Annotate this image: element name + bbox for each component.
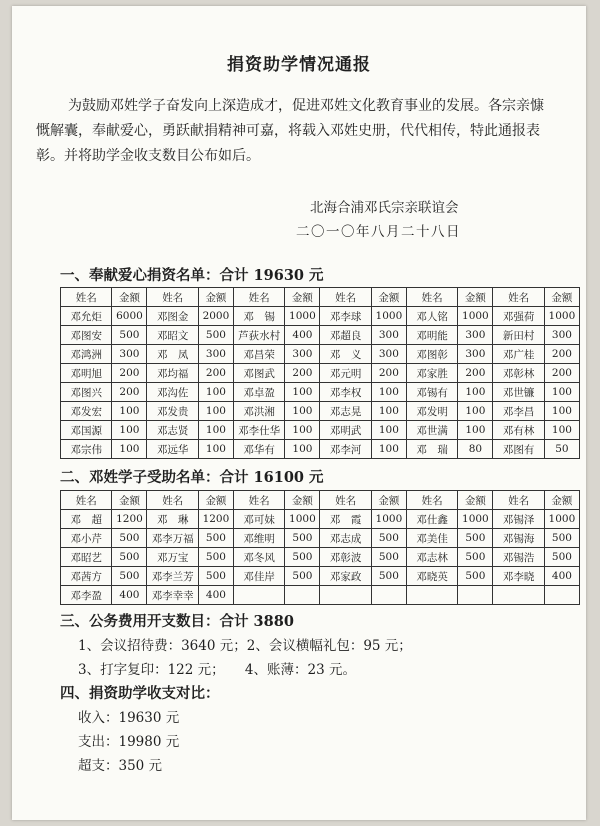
amount-cell: 100 [112,421,147,440]
table-row [61,529,580,548]
header-cell: 金额 [285,288,320,307]
page-title: 捐资助学情况通报 [227,55,371,75]
header-cell: 金额 [198,491,233,510]
header-cell: 金额 [112,491,147,510]
header-cell: 姓名 [233,288,284,307]
amount-cell: 100 [371,402,406,421]
table-row [61,402,580,421]
amount-cell: 300 [371,326,406,345]
name-cell: 邓志成 [320,529,371,548]
amount-cell: 100 [198,383,233,402]
name-cell [406,586,457,605]
name-cell: 邓锡浩 [493,548,544,567]
name-cell: 邓 义 [320,345,371,364]
expense-line-1: 1、会议招待费：3640 元；2、会议横幅礼包：95 元； [78,638,412,654]
section3-title: 三、公务费用开支数目：合计 3880 [60,613,294,630]
name-cell: 邓图金 [147,307,198,326]
amount-cell: 100 [285,383,320,402]
amount-cell: 500 [285,567,320,586]
name-cell: 邓广桂 [493,345,544,364]
amount-cell [458,586,493,605]
income-line: 收入：19630 元 [78,710,180,726]
name-cell: 邓李盈 [61,586,112,605]
amount-cell: 500 [112,567,147,586]
amount-cell: 1000 [371,307,406,326]
name-cell: 邓冬风 [233,548,284,567]
amount-cell: 500 [285,548,320,567]
table-row [61,383,580,402]
table-header-row [61,288,580,307]
notice-paper [12,6,586,820]
name-cell: 邓茜方 [61,567,112,586]
amount-cell: 100 [285,402,320,421]
amount-cell: 300 [285,345,320,364]
name-cell: 邓万宝 [147,548,198,567]
amount-cell: 1000 [285,510,320,529]
name-cell: 邓李昌 [493,402,544,421]
amount-cell: 500 [458,567,493,586]
amount-cell: 80 [458,440,493,459]
amount-cell: 50 [544,440,579,459]
header-cell: 姓名 [493,288,544,307]
name-cell [493,586,544,605]
name-cell: 邓志贤 [147,421,198,440]
name-cell: 邓国源 [61,421,112,440]
name-cell: 邓图兴 [61,383,112,402]
name-cell: 邓发贵 [147,402,198,421]
amount-cell: 2000 [198,307,233,326]
name-cell: 邓锡有 [406,383,457,402]
name-cell: 邓小芹 [61,529,112,548]
amount-cell: 400 [198,586,233,605]
amount-cell: 100 [458,421,493,440]
name-cell: 邓 瑞 [406,440,457,459]
name-cell: 邓图安 [61,326,112,345]
name-cell: 邓李权 [320,383,371,402]
amount-cell: 500 [458,529,493,548]
name-cell: 邓 超 [61,510,112,529]
amount-cell: 1000 [458,307,493,326]
amount-cell: 100 [371,383,406,402]
amount-cell: 300 [458,326,493,345]
name-cell: 邓仕鑫 [406,510,457,529]
amount-cell: 1000 [371,510,406,529]
name-cell: 邓 凤 [147,345,198,364]
amount-cell: 100 [544,383,579,402]
name-cell: 邓晓英 [406,567,457,586]
amount-cell: 300 [458,345,493,364]
header-cell: 金额 [371,288,406,307]
header-cell: 姓名 [406,491,457,510]
name-cell: 邓强荷 [493,307,544,326]
amount-cell: 100 [458,402,493,421]
amount-cell: 100 [544,421,579,440]
amount-cell: 500 [371,529,406,548]
section2-title: 二、邓姓学子受助名单：合计 16100 元 [60,469,324,486]
name-cell: 邓昭文 [147,326,198,345]
name-cell: 邓图有 [493,440,544,459]
name-cell: 邓发宏 [61,402,112,421]
donation-table [60,287,580,459]
amount-cell: 100 [112,402,147,421]
amount-cell: 100 [198,421,233,440]
amount-cell: 100 [458,383,493,402]
header-cell: 姓名 [61,491,112,510]
amount-cell: 500 [112,548,147,567]
name-cell [233,586,284,605]
recipient-table [60,490,580,605]
name-cell: 邓可妹 [233,510,284,529]
header-cell: 姓名 [147,491,198,510]
table-header-row [61,491,580,510]
amount-cell: 500 [198,567,233,586]
amount-cell: 500 [198,529,233,548]
name-cell: 邓李晓 [493,567,544,586]
amount-cell: 200 [458,364,493,383]
amount-cell: 100 [112,440,147,459]
name-cell: 邓 锡 [233,307,284,326]
name-cell: 邓彰林 [493,364,544,383]
name-cell: 芦荻水村 [233,326,284,345]
amount-cell: 1000 [285,307,320,326]
amount-cell: 200 [112,364,147,383]
amount-cell: 500 [285,529,320,548]
name-cell: 邓世镰 [493,383,544,402]
header-cell: 金额 [544,491,579,510]
name-cell: 新田村 [493,326,544,345]
name-cell: 邓 琳 [147,510,198,529]
amount-cell: 500 [198,548,233,567]
amount-cell: 200 [544,364,579,383]
header-cell: 金额 [112,288,147,307]
name-cell: 邓宗伟 [61,440,112,459]
amount-cell: 400 [544,567,579,586]
amount-cell: 1000 [544,510,579,529]
name-cell: 邓元明 [320,364,371,383]
header-cell: 姓名 [233,491,284,510]
name-cell: 邓佳岸 [233,567,284,586]
name-cell: 邓图武 [233,364,284,383]
amount-cell: 500 [371,567,406,586]
expense-total-line: 支出：19980 元 [78,734,180,750]
name-cell: 邓发明 [406,402,457,421]
name-cell: 邓超良 [320,326,371,345]
name-cell: 邓志晃 [320,402,371,421]
header-cell: 金额 [458,491,493,510]
amount-cell: 500 [371,548,406,567]
name-cell: 邓图彰 [406,345,457,364]
name-cell: 邓明能 [406,326,457,345]
name-cell: 邓沟佐 [147,383,198,402]
name-cell: 邓昭艺 [61,548,112,567]
table-row [61,567,580,586]
header-cell: 金额 [544,288,579,307]
amount-cell: 400 [285,326,320,345]
amount-cell: 300 [544,326,579,345]
table-row [61,548,580,567]
organization-signature: 北海合浦邓氏宗亲联谊会 [310,200,459,216]
name-cell: 邓远华 [147,440,198,459]
name-cell: 邓昌荣 [233,345,284,364]
amount-cell: 500 [112,529,147,548]
notice-date: 二〇一〇年八月二十八日 [296,224,461,240]
amount-cell: 200 [112,383,147,402]
header-cell: 姓名 [320,288,371,307]
table-row [61,421,580,440]
header-cell: 金额 [285,491,320,510]
table-row [61,510,580,529]
table-row [61,307,580,326]
amount-cell: 100 [198,402,233,421]
table-row [61,586,580,605]
amount-cell: 1000 [544,307,579,326]
name-cell: 邓华有 [233,440,284,459]
amount-cell: 500 [544,529,579,548]
amount-cell: 200 [544,345,579,364]
name-cell: 邓美佳 [406,529,457,548]
amount-cell: 100 [544,402,579,421]
intro-paragraph: 为鼓励邓姓学子奋发向上深造成才，促进邓姓文化教育事业的发展。各宗亲慷慨解囊，奉献爱心，勇跃献捐精神可嘉，将载入邓姓史册，代代相传，特此通报表彰。并将助学金收支数目公布如后。 [36,98,544,164]
name-cell: 邓均福 [147,364,198,383]
name-cell: 邓锡泽 [493,510,544,529]
amount-cell: 6000 [112,307,147,326]
name-cell: 邓李仕华 [233,421,284,440]
amount-cell: 100 [371,440,406,459]
header-cell: 姓名 [493,491,544,510]
table-row [61,364,580,383]
header-cell: 金额 [371,491,406,510]
amount-cell: 500 [112,326,147,345]
name-cell: 邓人铭 [406,307,457,326]
amount-cell: 1000 [458,510,493,529]
amount-cell: 100 [371,421,406,440]
amount-cell [285,586,320,605]
amount-cell: 500 [198,326,233,345]
name-cell: 邓志林 [406,548,457,567]
amount-cell: 300 [112,345,147,364]
amount-cell: 300 [198,345,233,364]
amount-cell: 1200 [198,510,233,529]
overspend-line: 超支：350 元 [78,758,163,774]
name-cell [320,586,371,605]
amount-cell: 200 [371,364,406,383]
name-cell: 邓卓盈 [233,383,284,402]
name-cell: 邓家胜 [406,364,457,383]
header-cell: 金额 [458,288,493,307]
name-cell: 邓家政 [320,567,371,586]
header-cell: 金额 [198,288,233,307]
amount-cell: 200 [285,364,320,383]
section1-title: 一、奉献爱心捐资名单：合计 19630 元 [60,267,324,284]
amount-cell [371,586,406,605]
amount-cell: 100 [285,421,320,440]
header-cell: 姓名 [61,288,112,307]
name-cell: 邓有林 [493,421,544,440]
amount-cell: 100 [198,440,233,459]
table-row [61,440,580,459]
table-row [61,345,580,364]
name-cell: 邓李球 [320,307,371,326]
name-cell: 邓李幸幸 [147,586,198,605]
name-cell: 邓鸿洲 [61,345,112,364]
table-row [61,326,580,345]
expense-line-2: 3、打字复印：122 元； 4、账薄：23 元。 [78,662,356,678]
amount-cell: 300 [371,345,406,364]
header-cell: 姓名 [147,288,198,307]
header-cell: 姓名 [406,288,457,307]
name-cell: 邓锡海 [493,529,544,548]
amount-cell: 1200 [112,510,147,529]
amount-cell: 500 [544,548,579,567]
amount-cell [544,586,579,605]
name-cell: 邓 霞 [320,510,371,529]
name-cell: 邓允炬 [61,307,112,326]
amount-cell: 200 [198,364,233,383]
name-cell: 邓明武 [320,421,371,440]
name-cell: 邓李万福 [147,529,198,548]
name-cell: 邓李兰芳 [147,567,198,586]
name-cell: 邓洪湘 [233,402,284,421]
name-cell: 邓彰波 [320,548,371,567]
section4-title: 四、捐资助学收支对比： [60,685,220,702]
name-cell: 邓世满 [406,421,457,440]
amount-cell: 400 [112,586,147,605]
amount-cell: 500 [458,548,493,567]
name-cell: 邓维明 [233,529,284,548]
name-cell: 邓明旭 [61,364,112,383]
name-cell: 邓李河 [320,440,371,459]
amount-cell: 100 [285,440,320,459]
header-cell: 姓名 [320,491,371,510]
